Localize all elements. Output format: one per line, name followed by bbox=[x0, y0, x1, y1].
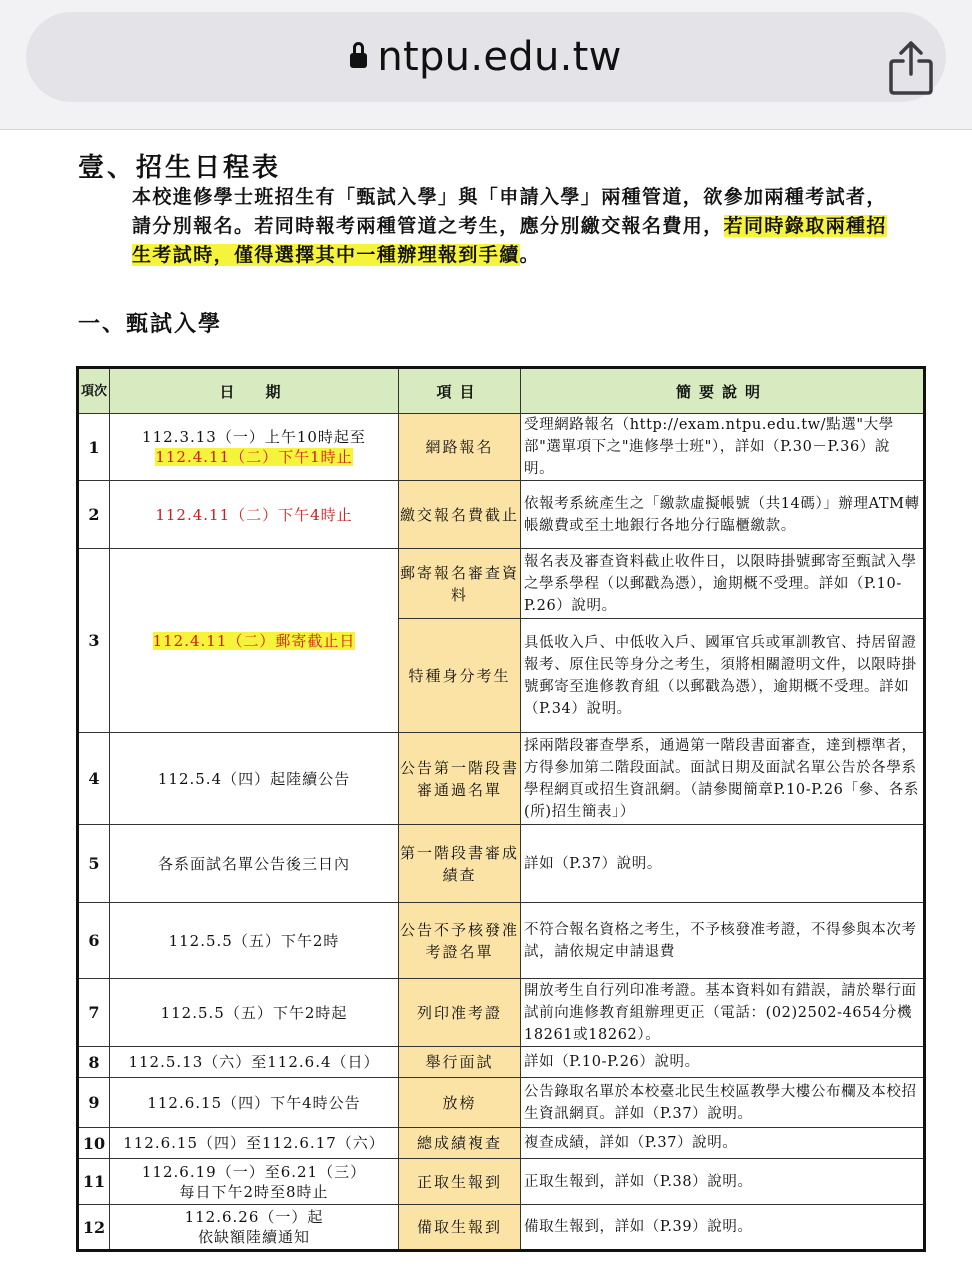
table-row bbox=[78, 825, 925, 903]
document-page bbox=[0, 131, 972, 1280]
row-no: 5 bbox=[78, 825, 110, 903]
row-no: 7 bbox=[78, 979, 110, 1047]
date-line: 112.6.26（一）起 bbox=[184, 1208, 324, 1226]
row-desc: 備取生報到，詳如（P.39）說明。 bbox=[521, 1205, 925, 1251]
table-row bbox=[78, 979, 925, 1047]
url-display[interactable] bbox=[26, 34, 946, 80]
row-item: 總成績複查 bbox=[399, 1128, 521, 1159]
row-no: 8 bbox=[78, 1047, 110, 1078]
row-no: 6 bbox=[78, 903, 110, 979]
row-desc: 公告錄取名單於本校臺北民生校區教學大樓公布欄及本校招生資訊網頁。詳如（P.37）說明。 bbox=[521, 1078, 925, 1128]
row-item: 繳交報名費截止 bbox=[399, 481, 521, 549]
table-row bbox=[78, 733, 925, 825]
table-row bbox=[78, 1205, 925, 1251]
row-desc: 正取生報到，詳如（P.38）說明。 bbox=[521, 1159, 925, 1205]
row-desc: 報名表及審查資料截止收件日，以限時掛號郵寄至甄試入學之學系學程（以郵戳為憑），逾期概不受理。詳如（P.10-P.26）說明。 bbox=[521, 549, 925, 619]
row-no: 3 bbox=[78, 549, 110, 733]
table-row bbox=[78, 1159, 925, 1205]
subsection-title: 一、甄試入學 bbox=[78, 311, 223, 337]
row-date: 各系面試名單公告後三日內 bbox=[110, 825, 399, 903]
browser-toolbar bbox=[0, 0, 972, 130]
header-desc: 簡要說明 bbox=[521, 368, 925, 414]
row-item: 特種身分考生 bbox=[399, 619, 521, 733]
header-date: 日 期 bbox=[110, 368, 399, 414]
table-row bbox=[78, 1047, 925, 1078]
row-desc: 詳如（P.37）說明。 bbox=[521, 825, 925, 903]
date-line: 每日下午2時至8時止 bbox=[179, 1182, 329, 1201]
row-date: 112.5.13（六）至112.6.4（日） bbox=[110, 1047, 399, 1078]
date-line: 112.3.13（一）上午10時起至 bbox=[142, 428, 366, 446]
row-date: 112.4.11（二）下午4時止 bbox=[110, 481, 399, 549]
row-desc: 具低收入戶、中低收入戶、國軍官兵或軍訓教官、持居留證報考、原住民等身分之考生，須將相關證明文件，以限時掛號郵寄至進修教育組（以郵戳為憑），逾期概不受理。詳如（P.34）說明。 bbox=[521, 619, 925, 733]
row-no: 11 bbox=[78, 1159, 110, 1205]
table-row bbox=[78, 903, 925, 979]
row-desc: 複查成績，詳如（P.37）說明。 bbox=[521, 1128, 925, 1159]
row-item: 放榜 bbox=[399, 1078, 521, 1128]
row-item: 郵寄報名審查資料 bbox=[399, 549, 521, 619]
date-deadline: 112.4.11（二）下午1時止 bbox=[155, 448, 353, 466]
date-deadline: 112.4.11（二）郵寄截止日 bbox=[152, 631, 356, 650]
row-no: 10 bbox=[78, 1128, 110, 1159]
table-row bbox=[78, 549, 925, 619]
row-item: 備取生報到 bbox=[399, 1205, 521, 1251]
row-date: 112.6.15（四）至112.6.17（六） bbox=[110, 1128, 399, 1159]
row-item: 正取生報到 bbox=[399, 1159, 521, 1205]
table-row bbox=[78, 481, 925, 549]
row-no: 4 bbox=[78, 733, 110, 825]
header-no: 項次 bbox=[78, 368, 110, 414]
row-no: 9 bbox=[78, 1078, 110, 1128]
date-line: 依缺額陸續通知 bbox=[197, 1228, 310, 1246]
table-row bbox=[78, 1128, 925, 1159]
row-item: 公告第一階段書審通過名單 bbox=[399, 733, 521, 825]
schedule-table bbox=[76, 366, 926, 1252]
row-desc: 依報考系統產生之「繳款虛擬帳號（共14碼）」辦理ATM轉帳繳費或至土地銀行各地分行臨櫃繳款。 bbox=[521, 481, 925, 549]
table-row bbox=[78, 1078, 925, 1128]
row-desc: 不符合報名資格之考生，不予核發准考證，不得參與本次考試，請依規定申請退費 bbox=[521, 903, 925, 979]
row-no: 2 bbox=[78, 481, 110, 549]
row-item: 公告不予核發准考證名單 bbox=[399, 903, 521, 979]
row-desc: 開放考生自行列印准考證。基本資料如有錯誤，請於舉行面試前向進修教育組辦理更正（電話：(02)2502-4654分機18261或18262）。 bbox=[521, 979, 925, 1047]
lock-icon bbox=[350, 53, 367, 68]
row-no: 1 bbox=[78, 414, 110, 481]
header-item: 項目 bbox=[399, 368, 521, 414]
row-desc: 詳如（P.10-P.26）說明。 bbox=[521, 1047, 925, 1078]
section-title: 壹、招生日程表 bbox=[78, 153, 282, 183]
row-item: 第一階段書審成績查 bbox=[399, 825, 521, 903]
row-desc: 受理網路報名（http://exam.ntpu.edu.tw/點選"大學部"選單項下之"進修學士班"），詳如（P.30－P.36）說明。 bbox=[521, 414, 925, 481]
row-date: 112.5.5（五）下午2時 bbox=[110, 903, 399, 979]
intro-end: 。 bbox=[519, 244, 541, 266]
row-date: 112.5.4（四）起陸續公告 bbox=[110, 733, 399, 825]
row-date: 112.6.15（四）下午4時公告 bbox=[110, 1078, 399, 1128]
intro-highlight: 若同時錄取兩種招生考試時，僅得選擇其中一種辦理報到手續 bbox=[132, 215, 887, 266]
address-bar[interactable] bbox=[26, 12, 946, 102]
intro-text: 本校進修學士班招生有「甄試入學」與「申請入學」兩種管道，欲參加兩種考試者，請分別報名。若同時報考兩種管道之考生，應分別繳交報名費用， bbox=[132, 186, 887, 237]
row-date bbox=[110, 414, 399, 481]
table-header-row bbox=[78, 368, 925, 414]
row-item: 舉行面試 bbox=[399, 1047, 521, 1078]
intro-paragraph bbox=[132, 183, 902, 270]
row-no: 12 bbox=[78, 1205, 110, 1251]
row-item: 列印准考證 bbox=[399, 979, 521, 1047]
row-date: 112.5.5（五）下午2時起 bbox=[110, 979, 399, 1047]
row-date bbox=[110, 549, 399, 733]
date-line: 112.6.19（一）至6.21（三） bbox=[141, 1162, 367, 1181]
row-date bbox=[110, 1159, 399, 1205]
row-date bbox=[110, 1205, 399, 1251]
row-desc: 採兩階段審查學系，通過第一階段書面審查，達到標準者，方得參加第二階段面試。面試日期及面試名單公告於各學系學程網頁或招生資訊網。（請參閱簡章P.10-P.26「參、各系(所)招生簡表」） bbox=[521, 733, 925, 825]
table-row bbox=[78, 414, 925, 481]
share-icon[interactable] bbox=[888, 40, 934, 96]
url-text: ntpu.edu.tw bbox=[377, 34, 622, 80]
row-item: 網路報名 bbox=[399, 414, 521, 481]
